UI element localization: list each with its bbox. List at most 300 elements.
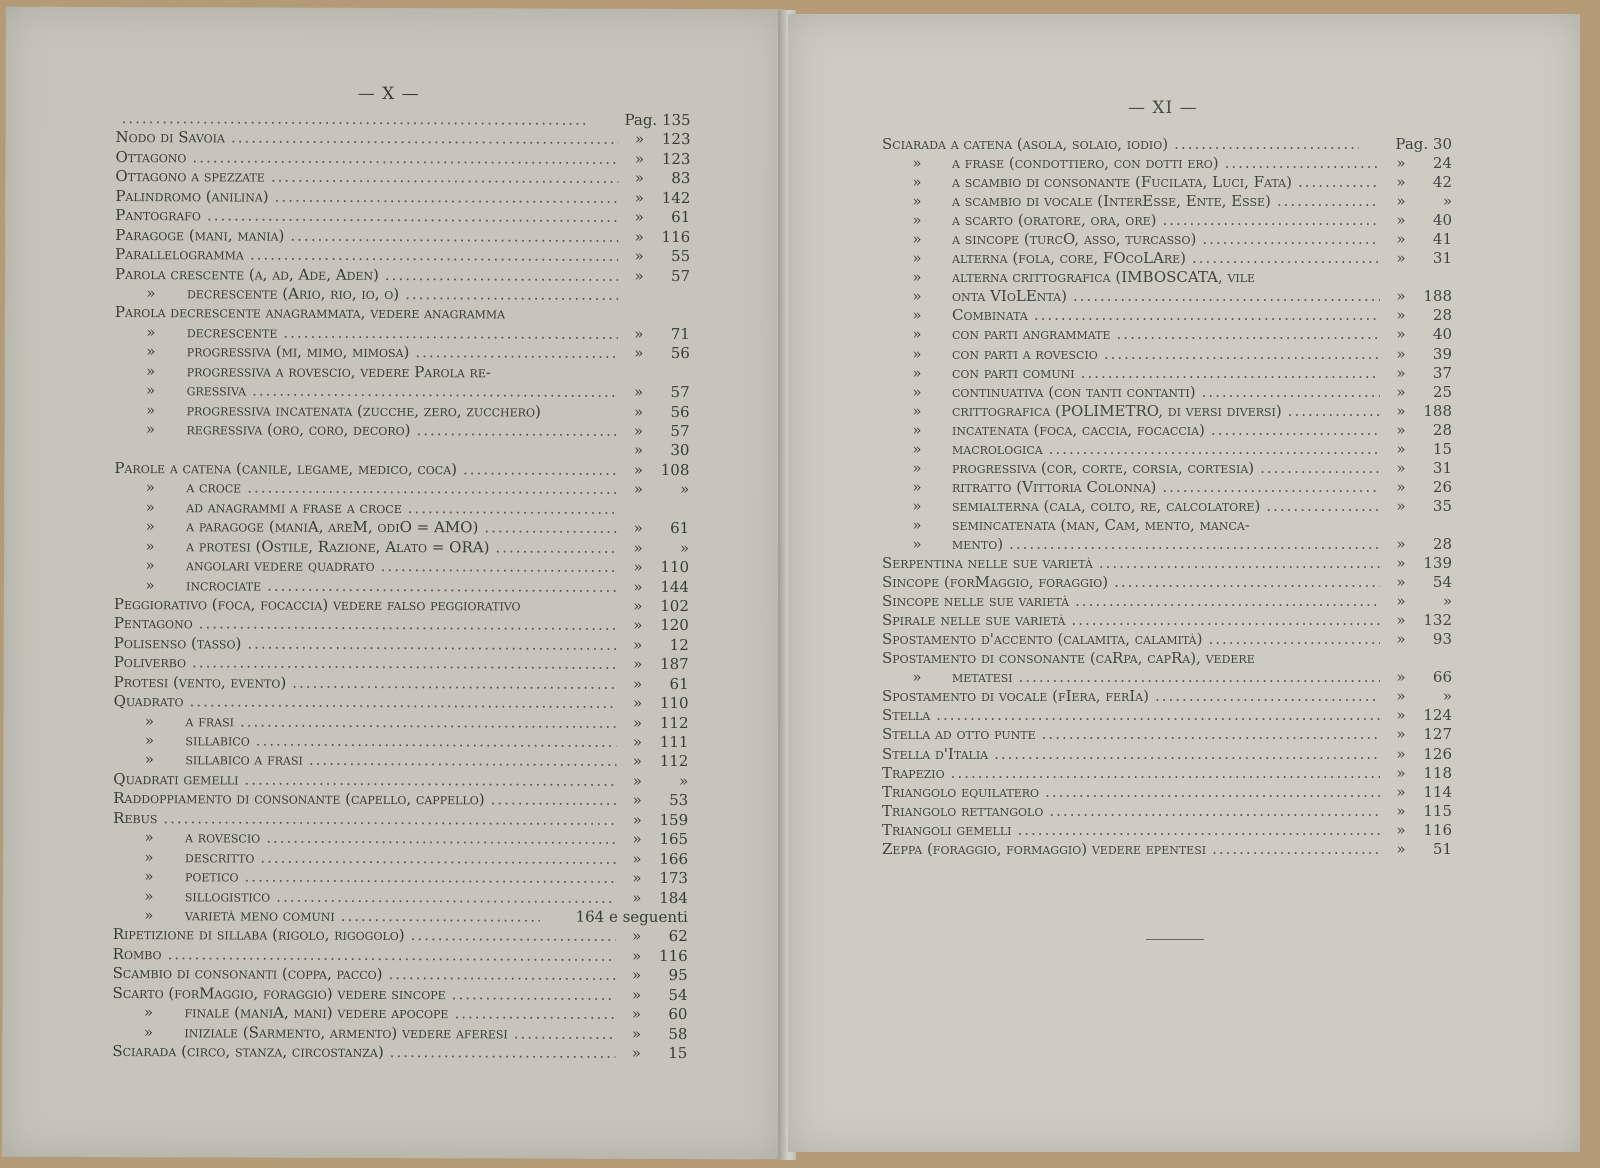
entry-label: Sincope nelle sue varietà: [882, 592, 1070, 611]
entry-label: Triangoli gemelli: [882, 820, 1012, 839]
entry-label: sillabico a frasi: [185, 750, 303, 770]
dot-leader: [951, 764, 1380, 783]
entry-label: Protesi (vento, evento): [113, 672, 287, 692]
dot-leader: [411, 926, 616, 946]
dot-leader: [1298, 173, 1380, 192]
entry-label: progressiva incatenata (zucche, zero, zucchero): [186, 400, 541, 421]
entry-label: gressiva: [186, 381, 247, 400]
indent-mark: »: [912, 420, 922, 439]
ditto-mark: »: [1396, 839, 1406, 858]
entry-label: sillabico: [185, 731, 250, 750]
index-entry: [882, 554, 1452, 573]
ditto-mark: »: [632, 752, 643, 771]
page-reference: 116: [659, 946, 688, 965]
index-entry: [114, 420, 689, 441]
entry-label: Serpentina nelle sue varietà: [882, 554, 1093, 573]
index-entry: [882, 802, 1452, 821]
index-entry: [882, 649, 1452, 668]
entry-label: Peggiorativo (foca, focaccia) vedere falso peggiorativo: [113, 594, 521, 615]
ditto-mark: »: [634, 188, 644, 207]
page-reference: 37: [1432, 363, 1452, 382]
dot-leader: [1117, 325, 1380, 344]
index-entry: [113, 731, 688, 752]
entry-label: alterna (fola, core, FOcoLAre): [952, 249, 1187, 268]
entry-label: crittografica (POLIMETRO, di versi diversi): [952, 401, 1282, 420]
page-reference: 15: [668, 1043, 688, 1063]
page-reference: 187: [660, 655, 689, 674]
page-reference: 41: [1432, 230, 1452, 249]
indent-mark: »: [144, 750, 155, 769]
ditto-mark: »: [1396, 173, 1406, 192]
dot-leader: [1266, 497, 1380, 516]
dot-leader: [292, 673, 616, 693]
entry-label: a paragoge (maniA, areM, odiO = AMO): [186, 517, 479, 537]
dot-leader: [1174, 135, 1359, 154]
entry-label: continuativa (con tanti contanti): [952, 382, 1196, 401]
page-reference: 39: [1432, 344, 1452, 363]
page-reference: 124: [1423, 706, 1452, 725]
ditto-mark: »: [632, 946, 642, 965]
entry-label: Rombo: [112, 944, 162, 964]
index-entry: [113, 789, 688, 810]
dot-leader: [252, 382, 618, 402]
index-entry: [882, 725, 1452, 744]
index-entry: [882, 230, 1452, 249]
ditto-mark: »: [1396, 325, 1406, 344]
entry-label: Polisenso (tasso): [113, 633, 242, 653]
entry-label: Pantografo: [115, 206, 202, 225]
dot-leader: [275, 187, 619, 207]
index-entry: [882, 821, 1452, 840]
dot-leader: [122, 109, 589, 130]
index-entry: [113, 925, 688, 946]
entry-label: Triangolo rettangolo: [882, 801, 1044, 820]
index-entry: [114, 556, 689, 577]
dot-leader: [1099, 554, 1380, 573]
index-entry: [882, 383, 1452, 402]
dot-leader: [1104, 345, 1380, 364]
dot-leader: [408, 499, 618, 519]
ditto-mark: »: [1396, 344, 1406, 363]
index-entry: [882, 687, 1452, 706]
page-reference: 116: [661, 227, 691, 246]
ditto-mark: »: [632, 966, 642, 985]
indent-mark: »: [912, 344, 922, 363]
dot-leader: [276, 887, 616, 907]
entry-label: decrescente (Ario, rio, io, o): [186, 284, 400, 303]
entry-label: progressiva a rovescio, vedere Parola re-: [186, 361, 491, 382]
dot-leader: [1202, 383, 1380, 402]
dot-leader: [244, 770, 616, 790]
entry-label: Combinata: [952, 306, 1028, 325]
indent-mark: »: [145, 517, 155, 536]
entry-label: Ottagono: [115, 147, 187, 167]
page-reference: 165: [659, 830, 689, 849]
entry-label: a protesi (Ostile, Razione, Alato = ORA): [186, 536, 490, 556]
index-entry: [882, 783, 1452, 802]
ditto-mark: »: [634, 324, 644, 343]
page-reference: 127: [1423, 725, 1452, 744]
ditto-mark: »: [1396, 211, 1406, 230]
index-entry: [114, 478, 689, 499]
dot-leader: [514, 1024, 616, 1043]
index-entry: [114, 439, 689, 460]
page-reference: Pag. 135: [624, 110, 691, 130]
entry-label: Scambio di consonanti (coppa, pacco): [112, 964, 383, 984]
indent-mark: »: [145, 556, 155, 575]
entry-label: Quadrato: [113, 692, 184, 711]
index-entry: [113, 867, 688, 888]
indent-mark: »: [912, 477, 922, 496]
dot-leader: [454, 1004, 615, 1024]
page-reference: 144: [660, 577, 690, 596]
index-entry: [882, 440, 1452, 459]
index-entry: [115, 284, 690, 305]
right-index-list: [882, 135, 1452, 859]
page-reference: 28: [1432, 420, 1452, 439]
dot-leader: [267, 576, 617, 596]
page-reference: 95: [668, 966, 688, 985]
page-reference: 159: [659, 810, 689, 829]
entry-label: alterna crittografica (IMBOSCATA, vile: [952, 268, 1256, 287]
ditto-mark: »: [632, 791, 642, 810]
index-entry: [882, 706, 1452, 725]
dot-leader: [1049, 802, 1380, 821]
dot-leader: [163, 809, 616, 830]
page-reference: »: [680, 480, 690, 499]
ditto-mark: »: [1396, 573, 1406, 592]
page-reference: 184: [659, 888, 688, 907]
indent-mark: »: [144, 731, 155, 750]
dot-leader: [1009, 535, 1380, 554]
ditto-mark: »: [1396, 820, 1406, 839]
index-entry: [882, 154, 1452, 173]
index-entry: [114, 692, 689, 713]
indent-mark: »: [912, 249, 922, 268]
index-entry: [113, 770, 688, 791]
index-entry: [882, 287, 1452, 306]
ditto-mark: »: [633, 460, 644, 479]
entry-label: Raddoppiamento di consonante (capello, cappello): [113, 789, 485, 809]
ditto-mark: »: [631, 1043, 641, 1062]
page-reference: 40: [1432, 325, 1452, 344]
end-rule: [1146, 939, 1204, 940]
entry-label: con parti a rovescio: [952, 344, 1098, 363]
index-entry: [114, 595, 689, 616]
ditto-mark: »: [634, 227, 644, 246]
dot-leader: [1049, 440, 1380, 459]
dot-leader: [416, 421, 617, 441]
dot-leader: [199, 615, 617, 635]
page-reference: 60: [668, 1005, 688, 1024]
index-entry: [114, 537, 689, 558]
entry-label: semincatenata (man, Cam, mento, manca-: [952, 515, 1250, 534]
index-entry: [115, 265, 690, 286]
index-entry: [115, 187, 690, 208]
page-reference: 116: [1423, 820, 1452, 839]
ditto-mark: »: [1396, 363, 1406, 382]
entry-label: Spostamento d'accento (calamita, calamità): [882, 630, 1203, 649]
indent-mark: »: [145, 497, 155, 516]
index-entry: [114, 653, 689, 674]
indent-mark: »: [144, 906, 154, 925]
page-reference: 188: [1423, 287, 1452, 306]
entry-label: varietà meno comuni: [184, 906, 335, 925]
dot-leader: [1073, 287, 1380, 306]
ditto-mark: »: [1396, 782, 1406, 801]
dot-leader: [266, 829, 616, 849]
index-entry: [114, 673, 689, 694]
indent-mark: »: [912, 192, 922, 211]
page-reference: 166: [659, 849, 689, 868]
page-reference: 93: [1432, 630, 1452, 649]
page-reference: 15: [1432, 439, 1452, 458]
entry-label: regressiva (oro, coro, decoro): [186, 420, 411, 440]
page-reference: 110: [659, 694, 689, 713]
index-entry: [114, 517, 689, 538]
page-reference: 57: [670, 421, 690, 441]
page-reference: 115: [1423, 801, 1452, 820]
ditto-mark: »: [1396, 458, 1406, 477]
ditto-mark: »: [633, 577, 643, 596]
ditto-mark: »: [633, 655, 643, 674]
ditto-mark: »: [1396, 420, 1406, 439]
ditto-mark: »: [634, 130, 645, 149]
indent-mark: »: [912, 211, 922, 230]
entry-label: Sciarada (circo, stanza, circostanza): [112, 1042, 384, 1061]
index-entry: [112, 1023, 687, 1044]
ditto-mark: »: [634, 208, 644, 227]
ditto-mark: »: [1396, 554, 1406, 573]
page-reference: 118: [1423, 763, 1452, 782]
ditto-mark: »: [633, 596, 643, 615]
entry-label: Trapezio: [882, 763, 945, 782]
indent-mark: »: [912, 458, 922, 477]
index-entry: [882, 268, 1452, 287]
ditto-mark: »: [633, 635, 643, 654]
indent-mark: »: [144, 828, 154, 847]
ditto-mark: »: [1396, 192, 1406, 211]
dot-leader: [463, 460, 617, 480]
index-entry: [113, 750, 688, 771]
index-entry: [882, 173, 1452, 192]
page-reference: 126: [1423, 744, 1452, 763]
entry-label: Parallelogramma: [115, 245, 244, 264]
page-reference: 173: [659, 868, 689, 888]
page-reference: 24: [1432, 154, 1452, 173]
page-reference: »: [679, 771, 689, 790]
dot-leader: [1277, 192, 1380, 211]
page-reference: 139: [1423, 554, 1452, 573]
indent-mark: »: [146, 322, 156, 341]
indent-mark: »: [145, 575, 155, 594]
index-entry: [113, 828, 688, 849]
dot-leader: [415, 343, 617, 363]
entry-label: angolari vedere quadrato: [186, 556, 375, 575]
index-entry: [113, 906, 688, 927]
page-reference: 42: [1432, 173, 1452, 192]
index-entry: [115, 148, 690, 169]
ditto-mark: »: [1396, 763, 1406, 782]
index-entry: [882, 135, 1452, 154]
indent-mark: »: [143, 1003, 154, 1022]
index-entry: [882, 306, 1452, 325]
dot-leader: [1288, 402, 1380, 421]
dot-leader: [240, 712, 617, 732]
dot-leader: [1162, 478, 1380, 497]
entry-label: a croce: [186, 478, 242, 497]
ditto-mark: »: [1396, 382, 1406, 401]
page-reference: 28: [1432, 534, 1452, 553]
index-entry: [882, 840, 1452, 859]
dot-leader: [405, 285, 618, 305]
entry-label: progressiva (cor, corte, corsia, cortesia): [952, 458, 1255, 477]
indent-mark: »: [912, 439, 922, 458]
indent-mark: »: [912, 534, 922, 553]
page-reference: 56: [670, 402, 690, 421]
page-reference: 110: [660, 557, 690, 577]
indent-mark: »: [912, 325, 922, 344]
dot-leader: [390, 1043, 616, 1063]
dot-leader: [247, 634, 617, 654]
page-reference: »: [1442, 192, 1452, 211]
index-entry: [113, 848, 688, 869]
dot-leader: [1045, 783, 1380, 802]
entry-label: ad anagrammi a frase a croce: [186, 498, 402, 517]
ditto-mark: »: [634, 149, 645, 168]
page-reference: 12: [669, 635, 689, 654]
dot-leader: [1072, 611, 1381, 630]
page-reference: 108: [660, 460, 690, 479]
page-reference: 123: [661, 130, 691, 149]
dot-leader: [1225, 154, 1380, 173]
index-entry: [112, 1003, 687, 1024]
page-reference: 56: [670, 344, 690, 363]
entry-label: metatesi: [952, 668, 1013, 687]
indent-mark: »: [912, 268, 922, 287]
index-entry: [115, 381, 690, 402]
indent-mark: »: [144, 711, 155, 730]
dot-leader: [309, 751, 617, 771]
dot-leader: [1034, 306, 1380, 325]
page-reference: 112: [659, 752, 689, 771]
ditto-mark: »: [1396, 592, 1406, 611]
entry-label: iniziale (Sarmento, armento) vedere aferesi: [184, 1022, 508, 1042]
dot-leader: [168, 945, 616, 966]
right-page: [788, 14, 1580, 1152]
entry-label: progressiva (mi, mimo, mimosa): [186, 342, 410, 362]
dot-leader: [192, 654, 617, 674]
dot-leader: [1155, 687, 1380, 706]
page-reference: 57: [670, 266, 691, 285]
ditto-mark: »: [634, 382, 644, 401]
index-entry: [114, 614, 689, 635]
page-reference: 164 e seguenti: [575, 907, 688, 926]
page-reference: 123: [661, 149, 691, 168]
entry-label: ritratto (Vittoria Colonna): [952, 477, 1157, 496]
dot-leader: [1202, 230, 1380, 249]
indent-mark: »: [912, 306, 922, 325]
page-reference: 30: [670, 441, 690, 460]
dot-leader: [271, 168, 619, 188]
page-reference: 26: [1432, 477, 1452, 496]
indent-mark: »: [912, 496, 922, 515]
left-index-list: [112, 109, 690, 1063]
ditto-mark: »: [1396, 706, 1406, 725]
indent-mark: »: [143, 1022, 154, 1041]
indent-mark: »: [912, 382, 922, 401]
page-reference: 83: [671, 169, 691, 188]
page-reference: 54: [1432, 573, 1452, 592]
dot-leader: [1212, 840, 1380, 859]
page-reference: 40: [1432, 211, 1452, 230]
ditto-mark: »: [631, 1004, 642, 1023]
entry-label: Quadrati gemelli: [113, 769, 239, 789]
index-entry: [115, 206, 690, 227]
left-page: [2, 7, 786, 1160]
ditto-mark: »: [634, 344, 644, 363]
entry-label: a frase (condottiero, con dotti ero): [952, 154, 1219, 173]
entry-label: poetico: [184, 867, 239, 886]
entry-label: a scambio di consonante (Fucilata, Luci, Fata): [952, 173, 1292, 192]
entry-label: Ottagono a spezzate: [115, 167, 265, 186]
indent-mark: »: [144, 847, 154, 866]
entry-label: con parti angrammate: [952, 325, 1111, 344]
dot-leader: [1260, 459, 1380, 478]
index-entry: [882, 668, 1452, 687]
dot-leader: [245, 868, 616, 888]
page-reference: 66: [1432, 668, 1452, 687]
dot-leader: [1192, 249, 1380, 268]
ditto-mark: »: [632, 830, 642, 849]
dot-leader: [247, 479, 617, 499]
entry-label: Stella d'Italia: [882, 744, 989, 763]
indent-mark: »: [144, 867, 154, 886]
ditto-mark: »: [1396, 630, 1406, 649]
ditto-mark: »: [631, 1024, 642, 1043]
index-entry: [882, 764, 1452, 783]
index-entry: [113, 984, 688, 1005]
indent-mark: »: [912, 363, 922, 382]
entry-label: Parole a catena (canile, legame, medico, coca): [114, 458, 458, 479]
page-reference: 114: [1423, 782, 1452, 801]
index-entry: [882, 421, 1452, 440]
dot-leader: [381, 557, 617, 577]
dot-leader: [190, 692, 617, 712]
dot-leader: [1018, 821, 1381, 840]
entry-label: decrescente: [186, 323, 278, 342]
index-entry: [882, 249, 1452, 268]
entry-label: Stella: [882, 706, 931, 725]
entry-label: Parola decrescente anagrammata, vedere anagramma: [114, 303, 506, 323]
ditto-mark: »: [632, 849, 642, 868]
ditto-mark: »: [1396, 306, 1406, 325]
dot-leader: [491, 791, 617, 810]
entry-label: macrologica: [952, 439, 1043, 458]
indent-mark: »: [912, 154, 922, 173]
index-entry: [882, 345, 1452, 364]
page-reference: 132: [1423, 611, 1452, 630]
indent-mark: »: [146, 361, 156, 380]
dot-leader: [495, 538, 617, 557]
index-entry: [882, 478, 1452, 497]
entry-label: Poliverbo: [113, 653, 187, 672]
dot-leader: [389, 965, 616, 985]
ditto-mark: »: [633, 557, 643, 576]
entry-label: finale (maniA, mani) vedere apocope: [184, 1003, 449, 1023]
ditto-mark: »: [1396, 668, 1406, 687]
page-reference: 51: [1432, 839, 1452, 858]
